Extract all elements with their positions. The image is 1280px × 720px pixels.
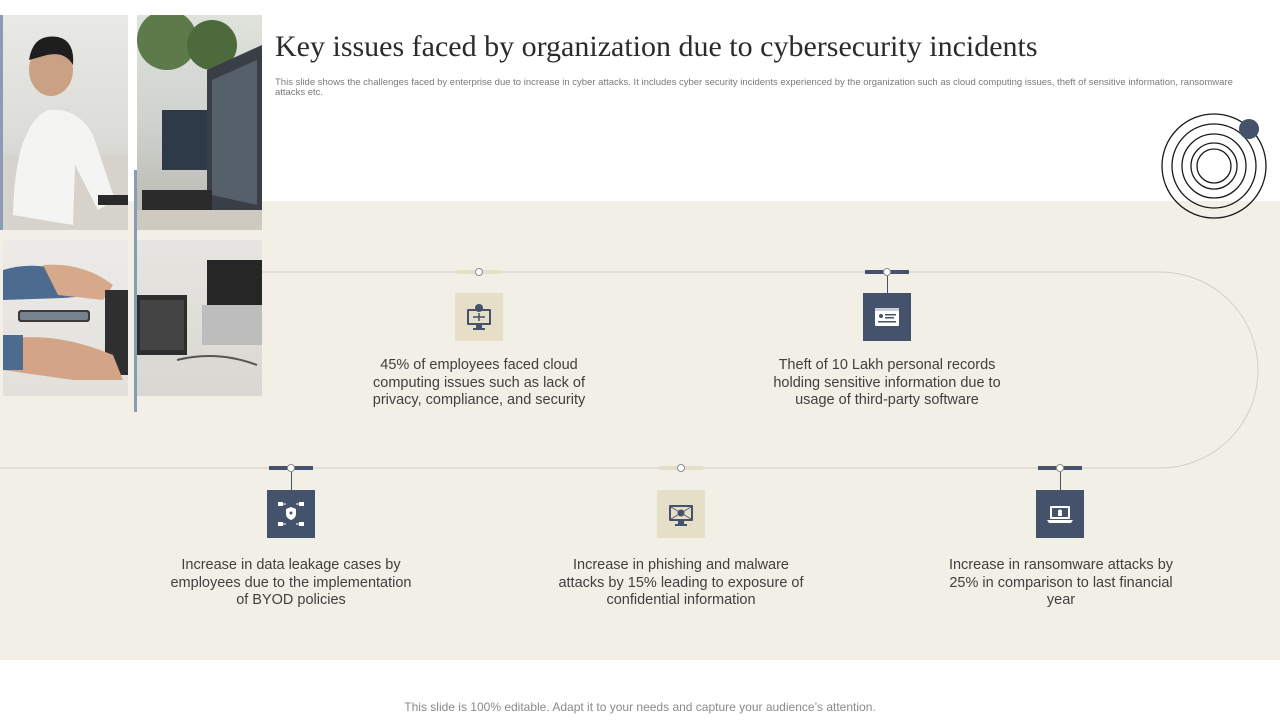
issue-cloud-text: 45% of employees faced cloud computing issues such as lack of privacy, compliance, and security [372,357,586,408]
cloud-monitor-icon [455,293,503,341]
issue-theft-text: Theft of 10 Lakh personal records holding sensitive information due to usage of third-party software [773,357,1001,408]
phishing-monitor-icon [657,490,705,538]
browser-window-icon [863,293,911,341]
timeline-node [475,268,483,276]
slide-subtitle: This slide shows the challenges faced by enterprise due to increase in cyber attacks. It includes cyber security incidents experienced by the organization such as cloud computing issues, theft of sensitive information, ransomware attacks etc. [275,77,1233,98]
slide-title: Key issues faced by organization due to cybersecurity incidents [275,30,1038,63]
footer-note: This slide is 100% editable. Adapt it to your needs and capture your audience’s attention. [404,700,876,714]
timeline-node [287,464,295,472]
timeline-stem [1060,472,1061,490]
issue-ransomware-text: Increase in ransomware attacks by 25% in comparison to last financial year [948,557,1174,608]
timeline-node [883,268,891,276]
network-shield-icon [267,490,315,538]
timeline-stem [291,472,292,490]
timeline-node [677,464,685,472]
issue-phishing-text: Increase in phishing and malware attacks by 15% leading to exposure of confidential information [558,557,804,608]
timeline-stem [887,276,888,293]
ransomware-laptop-icon [1036,490,1084,538]
timeline-node [1056,464,1064,472]
issue-byod-text: Increase in data leakage cases by employees due to the implementation of BYOD policies [170,557,412,608]
